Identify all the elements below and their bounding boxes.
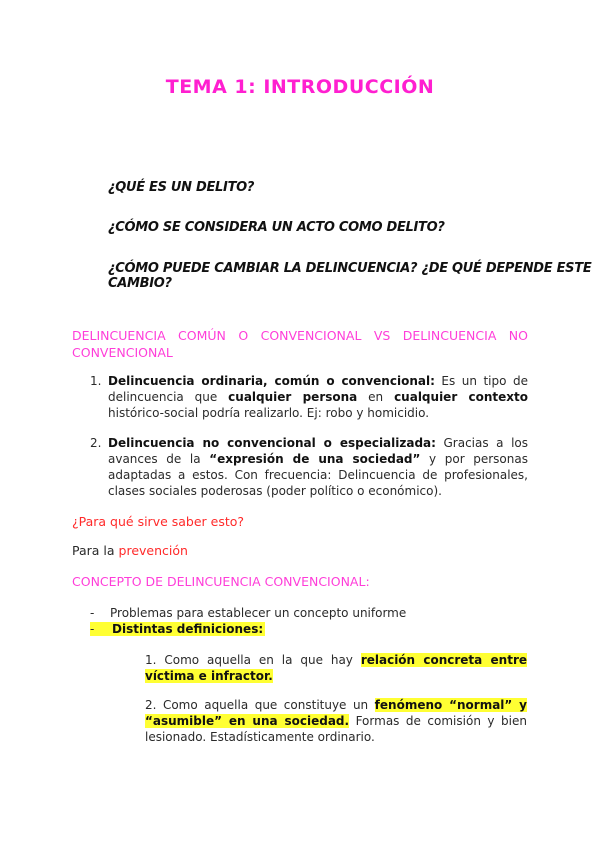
para-text: Para la <box>72 543 119 558</box>
term-bold: Delincuencia ordinaria, común o convencional: <box>108 374 435 388</box>
item-text: en <box>357 390 395 404</box>
dash-item-text: Problemas para establecer un concepto uniforme <box>110 606 407 620</box>
definition-2 <box>145 697 527 745</box>
term-bold: cualquier contexto <box>394 390 528 404</box>
question-1: ¿QUÉ ES UN DELITO? <box>108 180 255 195</box>
dash-item-definiciones <box>90 622 265 636</box>
definition-text: Formas de comisión y bien lesionado. Estadísticamente ordinario. <box>145 714 527 744</box>
definition-1 <box>145 652 527 684</box>
definition-highlight: fenómeno “normal” y “asumible” en una sociedad. <box>145 698 528 728</box>
section-heading-delincuencia: DELINCUENCIA COMÚN O CONVENCIONAL VS DELINCUENCIA NO CONVENCIONAL <box>72 328 528 360</box>
list-item-ordinaria <box>90 373 528 421</box>
dash-item-text: Distintas definiciones: <box>112 622 264 636</box>
dash-bullet: - <box>90 606 95 620</box>
list-item-no-convencional <box>90 435 528 499</box>
list-number: 2. <box>90 436 102 450</box>
definition-text: 2. Como aquella que constituye un <box>145 698 375 712</box>
list-number: 1. <box>90 374 102 388</box>
item-text: Es un tipo de delincuencia que <box>108 374 528 404</box>
question-2: ¿CÓMO SE CONSIDERA UN ACTO COMO DELITO? <box>108 220 445 235</box>
definition-text: 1. Como aquella en la que hay <box>145 653 361 667</box>
prevention-paragraph <box>72 543 188 558</box>
page-title: TEMA 1: INTRODUCCIÓN <box>165 76 435 98</box>
term-bold: Delincuencia no convencional o especializada: <box>108 436 436 450</box>
item-text: Gracias a los avances de la <box>108 436 528 466</box>
definition-highlight: relación concreta entre víctima e infractor. <box>145 653 527 683</box>
dash-item-problemas <box>90 606 406 620</box>
section-heading-concepto: CONCEPTO DE DELINCUENCIA CONVENCIONAL: <box>72 574 370 589</box>
item-text: histórico-social podría realizarlo. Ej: robo y homicidio. <box>108 406 430 420</box>
why-question: ¿Para qué sirve saber esto? <box>72 514 245 529</box>
term-bold: “expresión de una sociedad” <box>209 452 421 466</box>
dash-bullet: - <box>90 622 95 636</box>
item-text: y por personas adaptadas a estos. Con frecuencia: Delincuencia de profesionales, clases sociales poderosas (poder político o económico). <box>108 452 528 498</box>
term-bold: cualquier persona <box>228 390 358 404</box>
prevention-highlight: prevención <box>118 543 188 558</box>
question-3: ¿CÓMO PUEDE CAMBIAR LA DELINCUENCIA? ¿DE QUÉ DEPENDE ESTE CAMBIO? <box>108 261 592 291</box>
